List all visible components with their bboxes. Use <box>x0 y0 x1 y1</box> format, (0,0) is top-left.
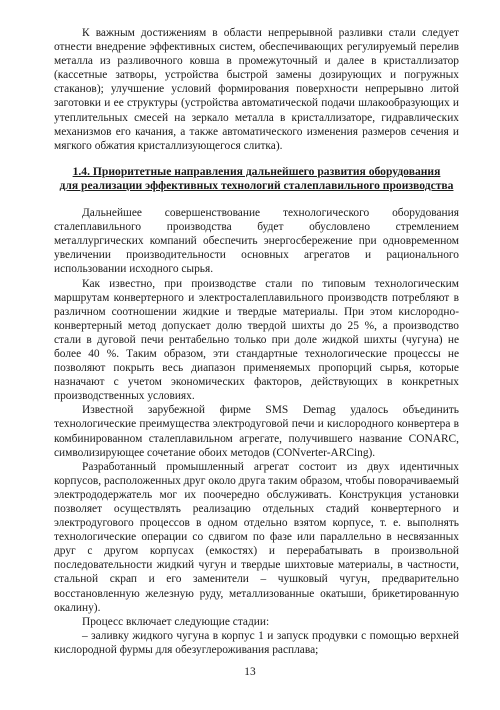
section-heading-line-2: для реализации эффективных технологий сталеплавильного производства <box>59 178 454 192</box>
paragraph-process-stages-intro: Процесс включает следующие стадии: <box>82 615 270 628</box>
paragraph-continuous-casting: К важным достижениям в области непрерывной разливки стали следует отнести внедрение эффективных систем, обеспечивающих регулируемый перелив металла из разливочного ковша в промежуточный и далее в кристаллизатор (кассетные затворы, устройства быстрой замены дозирующих и погружных стаканов); улучшение условий формирования поверхности непрерывно литой заготовки и ее структуры (устройства автоматической подачи шлакообразующих и утеплительных смесей на зеркало металла в кристаллизаторе, гидравлических механизмов его качания, а также автоматического изменения размеров сечения и мягкого обжатия кристаллизующегося слитка). <box>54 27 459 152</box>
page-number: 13 <box>244 666 256 678</box>
paragraph-energy-saving: Дальнейшее совершенствование технологического оборудования сталеплавильного производства будет обусловлено стремлением металлургических компаний обеспечить энергосбережение при одновременном увеличении производительности основных агрегатов и рационального использовании исходного сырья. <box>54 207 459 276</box>
paragraph-sms-demag: Известной зарубежной фирме SMS Demag удалось объединить технологические преимущества электродуговой печи и кислородного конвертера в комбинированном сталеплавильном агрегате, получившего название CONARC, символизирующее сочетание обоих методов (CONverter-ARCing). <box>54 404 459 459</box>
section-heading-line-1: 1.4. Приоритетные направления дальнейшего развития оборудования <box>72 164 441 178</box>
paragraph-industrial-unit: Разработанный промышленный агрегат состоит из двух идентичных корпусов, расположенных друг около друга таким образом, чтобы поворачиваемый электрододержатель мог их поочередно обслуживать. Конструкция установки позволяет осуществлять реализацию отдельных стадий конвертерного и электродугового процессов в одном отдельно взятом корпусе, т. е. выполнять технологические операции со сдвигом по фазе или параллельно в несвязанных друг с другом корпусах (емкостях) и перерабатывать в произвольной последовательности жидкий чугун и твердые шихтовые материалы, в частности, стальной скрап и его заменители – чушковый чугун, предварительно восстановленную железную руду, металлизованные окатыши, брикетированную окалину). <box>54 460 459 614</box>
list-item-stage-1: – заливку жидкого чугуна в корпус 1 и запуск продувки с помощью верхней кислородной фурмы для обезуглероживания расплава; <box>54 629 459 656</box>
paragraph-typical-routes: Как известно, при производстве стали по типовым технологическим маршрутам конвертерного и электросталеплавильного производств потребляют в различном соотношении жидкие и твердые материалы. При этом кислородно-конвертерный метод допускает долю твердой шихты до 25 %, а производство стали в дуговой печи рентабельно только при доле жидкой шихты (чугуна) не более 40 %. Таким образом, эти стандартные технологические процессы не позволяют покрыть весь диапазон применяемых пропорций сырья, которые назначают с учетом экономических факторов, действующих в конкретных производственных условиях. <box>54 277 459 403</box>
section-heading <box>54 165 459 193</box>
